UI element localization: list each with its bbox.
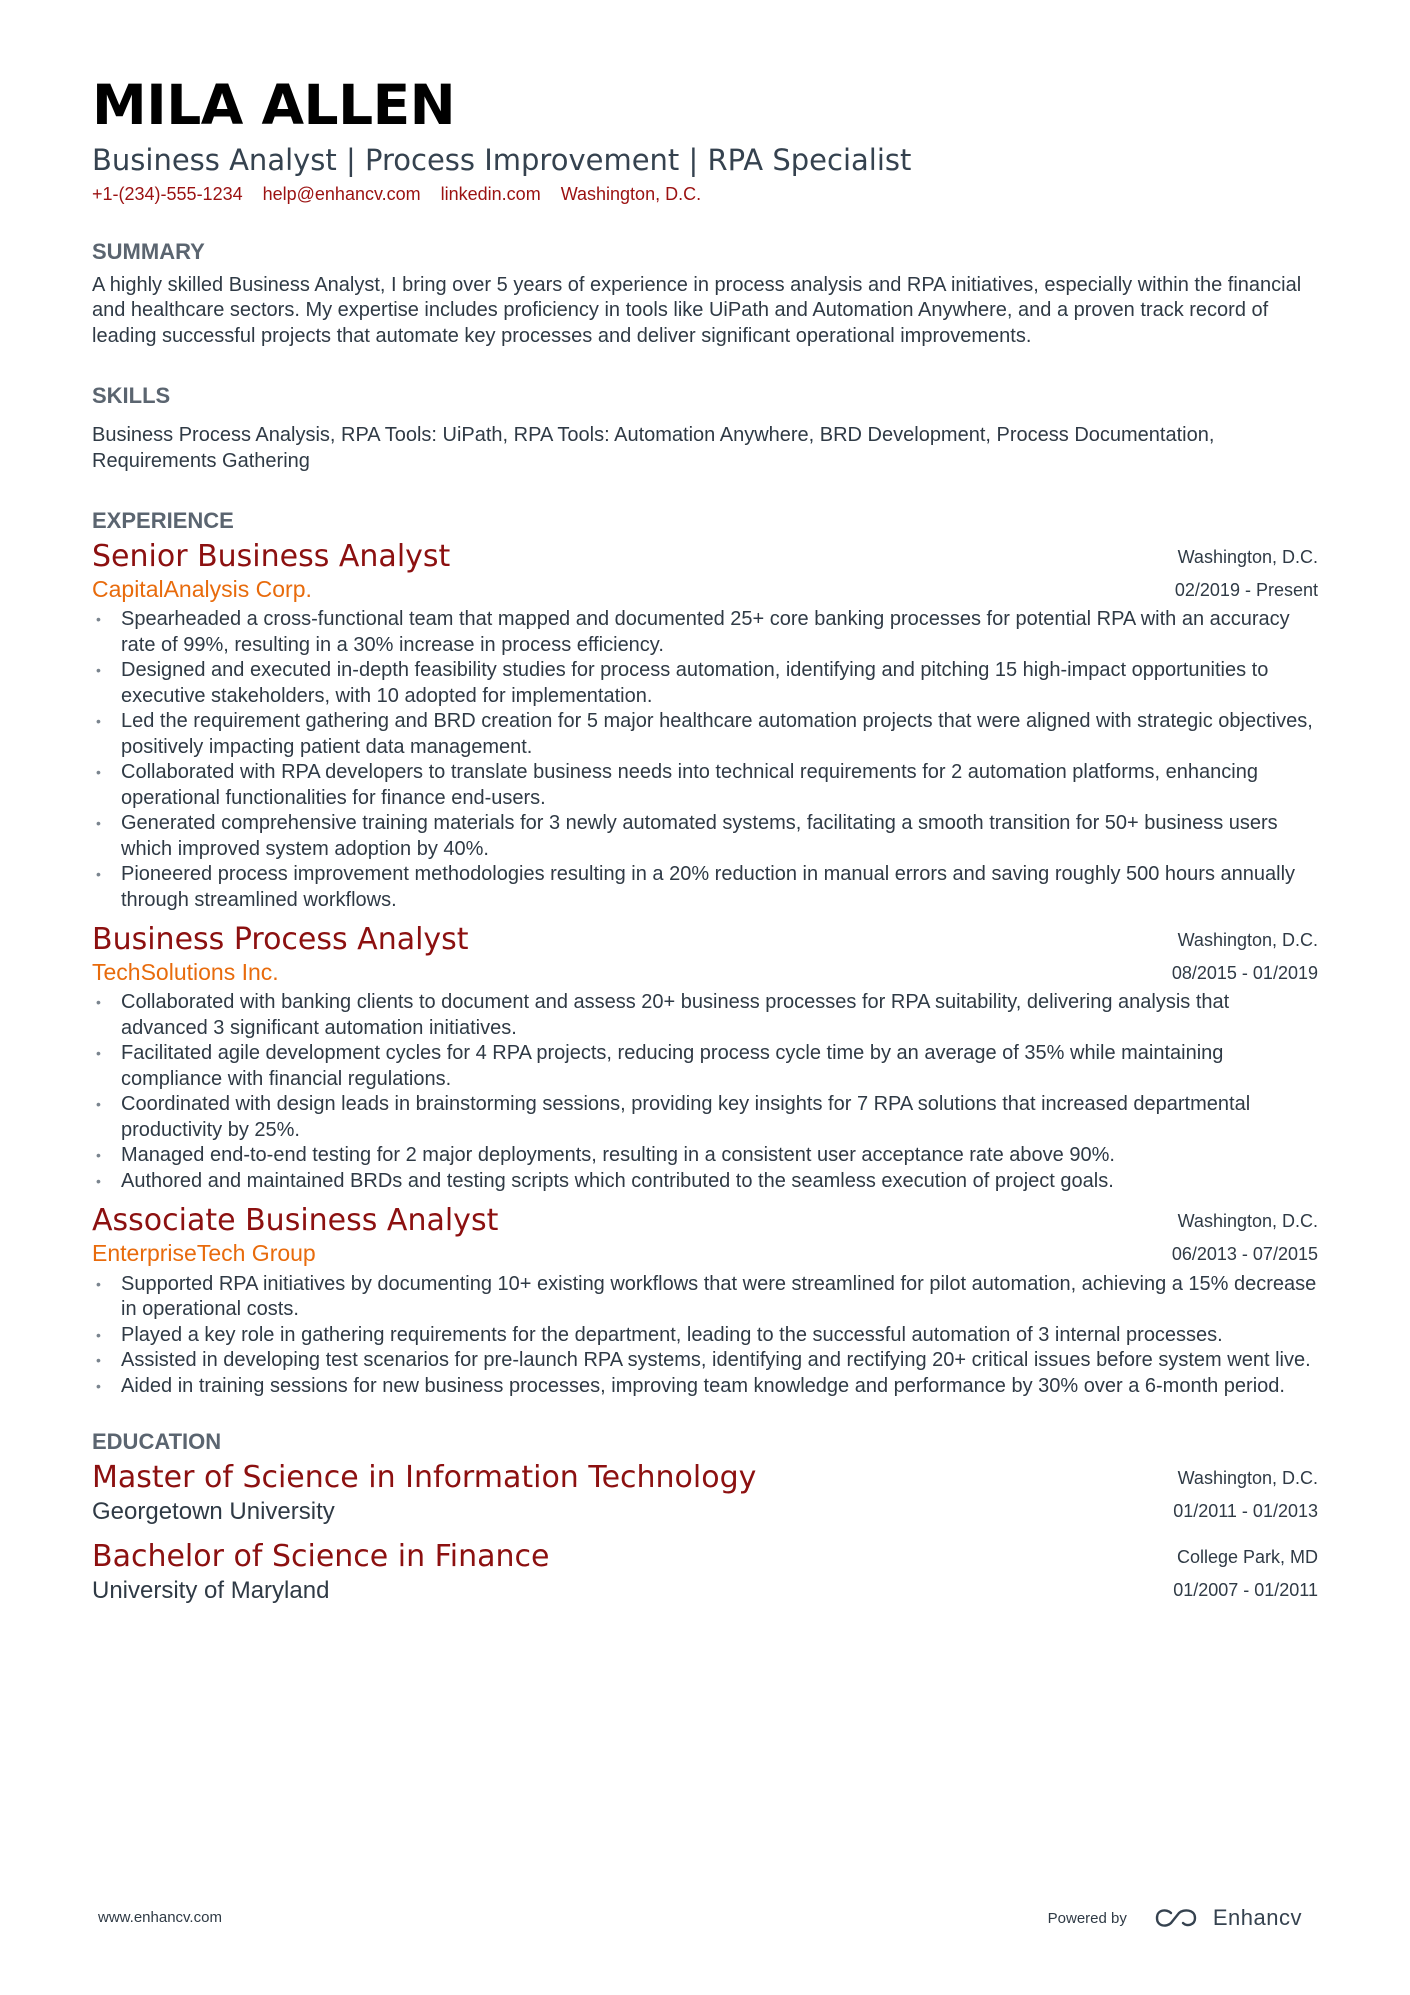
- brand-name: Enhancv: [1212, 1905, 1302, 1930]
- entry-header: [92, 1461, 1318, 1526]
- entry-left: [92, 923, 469, 986]
- experience-entry: [92, 1204, 1318, 1399]
- experience-section-title: EXPERIENCE: [92, 508, 234, 534]
- entry-header: [92, 1540, 1318, 1605]
- entry-meta: [1173, 1461, 1318, 1522]
- enhancv-logo-icon: [1153, 1906, 1199, 1930]
- entry-meta: [1173, 1540, 1318, 1601]
- bullet-icon: •: [96, 1377, 101, 1394]
- bullet-item: [92, 1348, 1318, 1374]
- bullet-icon: •: [96, 764, 101, 781]
- bullet-text: Designed and executed in-depth feasibility studies for process automation, identifying and pitching 15 high-impact opportunities to executive stakeholders, with 10 adopted for implementation.: [121, 659, 1269, 707]
- bullet-item: [92, 811, 1318, 862]
- education-dates: 01/2011 - 01/2013: [1173, 1500, 1318, 1521]
- skills-section-title: SKILLS: [92, 383, 171, 409]
- bullet-item: [92, 709, 1318, 760]
- company-name: EnterpriseTech Group: [92, 1239, 316, 1266]
- summary-text: A highly skilled Business Analyst, I bring over 5 years of experience in process analysis and RPA initiatives, especially within the financial and healthcare sectors. My expertise includes proficiency in tools like UiPath and Automation Anywhere, and a proven track record of leading successful projects that automate key processes and deliver significant operational improvements.: [92, 273, 1302, 347]
- bullet-item: [92, 1143, 1318, 1169]
- bullet-text: Coordinated with design leads in brainstorming sessions, providing key insights for 7 RPA solutions that increased departmental productivity by 25%.: [121, 1093, 1251, 1141]
- entry-left: [92, 1461, 756, 1526]
- entry-left: [92, 1204, 498, 1267]
- bullet-text: Spearheaded a cross-functional team that mapped and documented 25+ core banking processes for potential RPA with an accuracy rate of 99%, resulting in a 30% increase in process efficiency.: [121, 608, 1290, 656]
- footer: [0, 1905, 1410, 1935]
- entry-left: [92, 1540, 549, 1605]
- bullet-icon: •: [96, 1147, 101, 1164]
- contact-linkedin[interactable]: linkedin.com: [440, 183, 541, 204]
- bullet-icon: •: [96, 994, 101, 1011]
- entry-meta: [1172, 923, 1318, 984]
- entry-left: [92, 540, 450, 603]
- education-list: [92, 1461, 1318, 1606]
- bullet-item: [92, 1374, 1318, 1400]
- entry-header: [92, 923, 1318, 986]
- candidate-name: MILA ALLEN: [92, 73, 456, 137]
- bullet-icon: •: [96, 713, 101, 730]
- bullet-item: [92, 607, 1318, 658]
- bullet-text: Facilitated agile development cycles for 4 RPA projects, reducing process cycle time by an average of 35% while maintaining compliance with financial regulations.: [121, 1042, 1224, 1090]
- experience-entry: [92, 923, 1318, 1194]
- contact-row: [92, 184, 1318, 205]
- bullet-icon: •: [96, 662, 101, 679]
- bullet-list: [92, 607, 1318, 913]
- contact-phone[interactable]: +1-(234)-555-1234: [92, 183, 243, 204]
- job-dates: 02/2019 - Present: [1174, 579, 1318, 600]
- bullet-icon: •: [96, 815, 101, 832]
- powered-by-label: Powered by: [1047, 1909, 1127, 1927]
- job-dates: 06/2013 - 07/2015: [1171, 1243, 1318, 1264]
- summary-section-title: SUMMARY: [92, 238, 205, 264]
- bullet-text: Played a key role in gathering requirements for the department, leading to the successful automation of 3 internal processes.: [121, 1323, 1223, 1346]
- bullet-icon: •: [96, 1352, 101, 1369]
- experience-entry: [92, 540, 1318, 913]
- bullet-item: [92, 1323, 1318, 1349]
- bullet-text: Supported RPA initiatives by documenting 10+ existing workflows that were streamlined for pilot automation, achieving a 15% decrease in operational costs.: [121, 1272, 1317, 1321]
- bullet-item: [92, 1272, 1318, 1323]
- bullet-text: Generated comprehensive training materials for 3 newly automated systems, facilitating a smooth transition for 50+ business users which improved system adoption by 40%.: [121, 812, 1278, 860]
- bullet-icon: •: [96, 1275, 101, 1292]
- experience-list: [92, 540, 1318, 1399]
- education-dates: 01/2007 - 01/2011: [1173, 1579, 1318, 1600]
- school-name: University of Maryland: [92, 1576, 330, 1604]
- bullet-text: Aided in training sessions for new business processes, improving team knowledge and performance by 30% over a 6-month period.: [121, 1374, 1285, 1397]
- entry-meta: [1175, 540, 1318, 601]
- bullet-text: Collaborated with RPA developers to translate business needs into technical requirements for 2 automation platforms, enhancing operational functionalities for finance end-users.: [121, 761, 1258, 809]
- contact-email[interactable]: help@enhancv.com: [262, 183, 421, 204]
- footer-url[interactable]: www.enhancv.com: [98, 1909, 222, 1926]
- bullet-text: Pioneered process improvement methodologies resulting in a 20% reduction in manual errors and saving roughly 500 hours annually through streamlined workflows.: [121, 863, 1296, 911]
- degree-title: Master of Science in Information Technology: [92, 1460, 757, 1496]
- job-location: Washington, D.C.: [1177, 930, 1318, 951]
- entry-meta: [1172, 1204, 1318, 1265]
- education-entry: [92, 1461, 1318, 1526]
- bullet-item: [92, 760, 1318, 811]
- skills-text: Business Process Analysis, RPA Tools: UiPath, RPA Tools: Automation Anywhere, BRD Development, Process Documentation, Requirements Gathering: [92, 424, 1215, 472]
- bullet-item: [92, 862, 1318, 913]
- bullet-icon: •: [96, 1172, 101, 1189]
- job-title: Associate Business Analyst: [92, 1203, 499, 1239]
- job-title: Business Process Analyst: [92, 922, 469, 958]
- job-title: Senior Business Analyst: [92, 539, 451, 575]
- entry-header: [92, 540, 1318, 603]
- bullet-item: [92, 1169, 1318, 1195]
- bullet-icon: •: [96, 611, 101, 628]
- degree-title: Bachelor of Science in Finance: [92, 1539, 550, 1575]
- job-dates: 08/2015 - 01/2019: [1171, 962, 1318, 983]
- education-entry: [92, 1540, 1318, 1605]
- bullet-icon: •: [96, 866, 101, 883]
- bullet-text: Managed end-to-end testing for 2 major deployments, resulting in a consistent user acceptance rate above 90%.: [121, 1144, 1115, 1167]
- bullet-text: Assisted in developing test scenarios for pre-launch RPA systems, identifying and rectifying 20+ critical issues before system went live.: [121, 1349, 1311, 1372]
- company-name: TechSolutions Inc.: [92, 958, 279, 985]
- contact-location: Washington, D.C.: [560, 183, 702, 204]
- bullet-item: [92, 1041, 1318, 1092]
- school-name: Georgetown University: [92, 1497, 335, 1525]
- education-location: Washington, D.C.: [1177, 1468, 1318, 1489]
- candidate-headline: Business Analyst | Process Improvement | RPA Specialist: [92, 143, 912, 177]
- education-location: College Park, MD: [1176, 1547, 1318, 1568]
- bullet-text: Collaborated with banking clients to document and assess 20+ business processes for RPA suitability, delivering analysis that advanced 3 significant automation initiatives.: [121, 991, 1230, 1039]
- job-location: Washington, D.C.: [1177, 547, 1318, 568]
- bullet-icon: •: [96, 1045, 101, 1062]
- bullet-icon: •: [96, 1096, 101, 1113]
- bullet-list: [92, 990, 1318, 1194]
- bullet-item: [92, 1092, 1318, 1143]
- job-location: Washington, D.C.: [1177, 1211, 1318, 1232]
- education-section-title: EDUCATION: [92, 1429, 222, 1455]
- bullet-text: Led the requirement gathering and BRD creation for 5 major healthcare automation projects that were aligned with strategic objectives, positively impacting patient data management.: [121, 710, 1313, 758]
- entry-header: [92, 1204, 1318, 1267]
- bullet-item: [92, 658, 1318, 709]
- bullet-icon: •: [96, 1326, 101, 1343]
- company-name: CapitalAnalysis Corp.: [92, 575, 312, 602]
- bullet-item: [92, 990, 1318, 1041]
- bullet-list: [92, 1272, 1318, 1400]
- bullet-text: Authored and maintained BRDs and testing scripts which contributed to the seamless execution of project goals.: [121, 1169, 1114, 1192]
- footer-brand: [1048, 1905, 1302, 1931]
